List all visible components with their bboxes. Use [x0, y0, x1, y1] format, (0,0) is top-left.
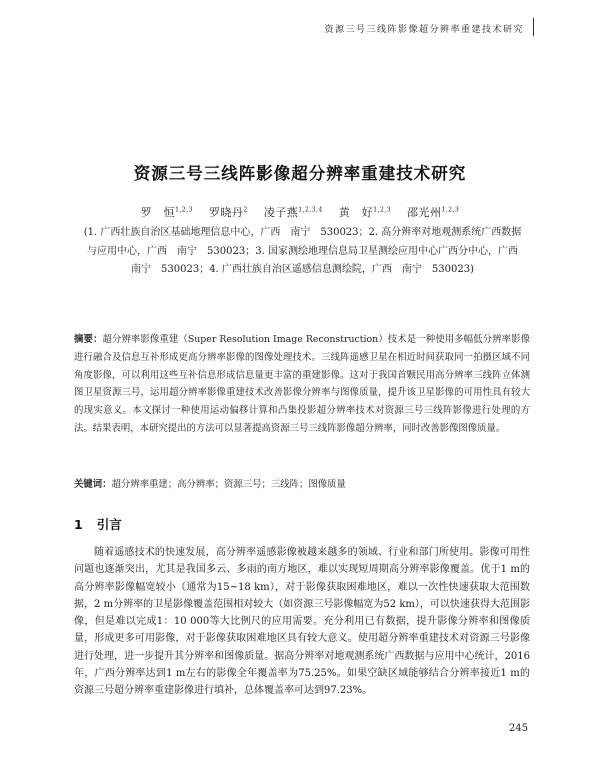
affiliations: (1. 广西壮族自治区基础地理信息中心，广西 南宁 530023；2. 高分辨率对地观测系统广西数据与应用中心，广西 南宁 530023；3. 国家测绘地理信息局卫星测绘应用中心广西分中心，广西 南宁 530023；4. 广西壮族自治区遥感信息测绘院，广西 南宁 530023) — [83, 227, 528, 275]
author-affiliation-index: 1,2,3 — [175, 206, 193, 214]
keywords-text: 超分辨率重建；高分辨率；资源三号；三线阵；图像质量 — [111, 479, 346, 490]
paper-title: 资源三号三线阵影像超分辨率重建技术研究 — [133, 164, 467, 183]
keywords-label: 关键词： — [74, 479, 112, 490]
section-heading — [74, 515, 122, 533]
abstract — [74, 331, 530, 438]
author — [264, 206, 323, 219]
author — [209, 206, 248, 219]
section-number: 1 — [74, 517, 83, 532]
author-affiliation-index: 1,2,3 — [441, 206, 460, 214]
keywords — [74, 476, 530, 490]
author-name: 邵光州 — [407, 206, 442, 219]
author-list — [0, 204, 600, 220]
author-affiliation-index: 1,2,3 — [373, 206, 392, 214]
author-affiliation-index: 1,2,3,4 — [298, 206, 323, 214]
body-paragraph: 随着遥感技术的快速发展，高分辨率遥感影像被越来越多的领域、行业和部门所使用。影像可用性问题也逐渐突出，尤其是我国多云、多雨的南方地区，难以实现短周期高分辨率影像覆盖。优于1 m的高分辨率影像幅宽较小（通常为15~18 km），对于影像获取困难地区，难以一次性快速获取大范围数据，2 m分辨率的卫星影像覆盖范围相对较大（如资源三号影像幅宽为52 km），可以快速获得大范围影像，但是难以完成1：10 000等大比例尺的应用需要。充分利用已有数据，提升影像分辨率和图像质量，形成更多可用影像，对于影像获取困难地区具有较大意义。使用超分辨率重建技术对资源三号影像进行处理，进一步提升其分辨率和图像质量。据高分辨率对地观测系统广西数据与应用中心统计，2016年，广西分辨率达到1 m左右的影像全年覆盖率为75.25%。如果空缺区域能够结合分辨率接近1 m的资源三号超分辨率重建影像进行填补，总体覆盖率可达到97.23%。 — [74, 547, 530, 697]
running-header: 资源三号三线阵影像超分辨率重建技术研究 — [324, 25, 524, 35]
page-number: 245 — [508, 723, 528, 734]
author — [339, 206, 391, 219]
header-rule — [533, 18, 534, 36]
author — [407, 206, 459, 219]
author-name: 黄 好 — [338, 206, 374, 219]
abstract-label: 摘要： — [74, 334, 103, 345]
author-name: 罗 恒 — [140, 206, 176, 219]
author-name: 罗晓丹 — [208, 206, 244, 219]
author-name: 凌子燕 — [263, 206, 299, 219]
abstract-text: 超分辨率影像重建（Super Resolution Image Reconstruction）技术是一种使用多幅低分辨率影像进行融合及信息互补形成更高分辨率影像的图像处理技术。三线阵遥感卫星在相近时间获取同一拍摄区域不同角度影像，可以利用这些互补信息形成信息量更丰富的重建影像。这对于我国首颗民用高分辨率三线阵立体测图卫星资源三号，运用超分辨率影像重建技术改善影像分辨率与图像质量，提升该卫星影像的可用性具有较大的现实意义。本文探讨一种使用运动偏移计算和凸集投影超分辨率技术对资源三号三线阵影像进行处理的方法。结果表明，本研究提出的方法可以显著提高资源三号三线阵影像超分辨率，同时改善影像图像质量。 — [74, 334, 530, 434]
author-affiliation-index: 2 — [243, 206, 248, 214]
section-title: 引言 — [96, 517, 122, 532]
author — [141, 206, 193, 219]
